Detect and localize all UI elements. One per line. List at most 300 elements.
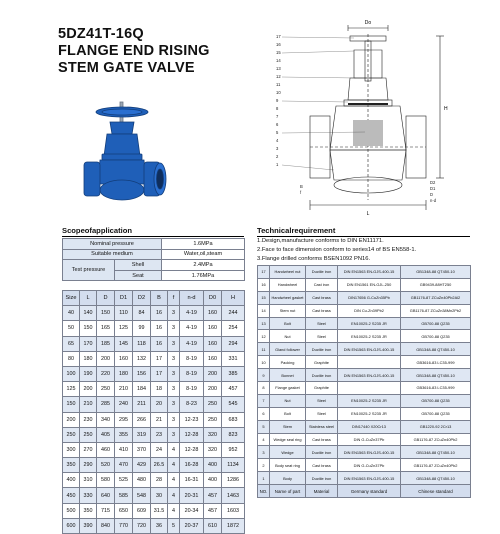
- dimensions-row: [63, 412, 245, 427]
- table-cell: 319: [133, 427, 151, 442]
- table-cell: 125: [63, 382, 80, 397]
- table-cell: 150: [97, 306, 115, 321]
- table-cell: 390: [80, 518, 97, 533]
- dimensions-row: [63, 382, 245, 397]
- table-cell: 185: [97, 336, 115, 351]
- table-cell: 640: [97, 488, 115, 503]
- parts-row: [258, 317, 471, 330]
- table-cell: 65: [63, 336, 80, 351]
- seat-value: 1.76MPa: [162, 270, 245, 281]
- dimensions-table: [62, 290, 245, 534]
- table-cell: 4-19: [180, 336, 204, 351]
- table-cell: Handwheel nut: [270, 266, 306, 279]
- table-cell: 400: [204, 473, 222, 488]
- dimensions-row: [63, 518, 245, 533]
- table-cell: 23: [151, 427, 168, 442]
- valve-sectional-drawing: [270, 20, 470, 220]
- table-cell: DIN EN1563 EN-GJS-400-15: [338, 369, 401, 382]
- table-cell: 3: [168, 306, 180, 321]
- table-cell: 450: [63, 488, 80, 503]
- table-cell: Bonnet: [270, 369, 306, 382]
- table-cell: 429: [133, 458, 151, 473]
- parts-table: [257, 265, 471, 498]
- table-cell: 500: [63, 503, 80, 518]
- table-cell: GB1348-88 QT450-10: [401, 369, 471, 382]
- parts-row: [258, 369, 471, 382]
- table-cell: 520: [97, 458, 115, 473]
- table-cell: D2: [133, 291, 151, 306]
- table-cell: Nut: [270, 394, 306, 407]
- table-cell: DIN EN1561 EN-GJL-250: [338, 278, 401, 291]
- table-cell: 952: [222, 442, 245, 457]
- drawing-nd-label: n-d: [430, 198, 437, 203]
- table-cell: Steel: [306, 394, 338, 407]
- table-cell: NO.: [258, 485, 270, 498]
- table-cell: 457: [204, 503, 222, 518]
- table-cell: 320: [204, 442, 222, 457]
- table-cell: 470: [115, 458, 133, 473]
- table-cell: H: [222, 291, 245, 306]
- parts-row: [258, 459, 471, 472]
- table-cell: 715: [97, 503, 115, 518]
- table-cell: GB1176-87 ZCuZn40Pb2Al2: [401, 291, 471, 304]
- callout-4: 4: [276, 138, 279, 143]
- drawing-d2-label: D2: [430, 180, 436, 185]
- table-cell: 400: [63, 473, 80, 488]
- table-cell: 84: [133, 306, 151, 321]
- table-cell: Handwheel gasket: [270, 291, 306, 304]
- table-cell: 350: [63, 458, 80, 473]
- table-cell: 457: [222, 382, 245, 397]
- table-cell: 480: [133, 473, 151, 488]
- table-cell: n-d: [180, 291, 204, 306]
- table-cell: Cast brass: [306, 459, 338, 472]
- parts-row: [258, 446, 471, 459]
- scope-heading-rule: [62, 236, 244, 237]
- technical-item: 3.Flange drilled conforms BSEN1092 PN16.: [257, 256, 371, 262]
- parts-row: [258, 407, 471, 420]
- table-cell: Ductile iron: [306, 446, 338, 459]
- table-cell: 7: [258, 394, 270, 407]
- table-cell: GB700-88 Q235: [401, 407, 471, 420]
- table-cell: 545: [222, 397, 245, 412]
- table-cell: 1872: [222, 518, 245, 533]
- title-line-1: 5DZ41T-16Q: [58, 26, 144, 42]
- table-cell: 210: [115, 382, 133, 397]
- table-cell: GB3616-83 LC35-999: [401, 382, 471, 395]
- parts-row: [258, 304, 471, 317]
- table-cell: 180: [80, 351, 97, 366]
- table-cell: 4: [168, 503, 180, 518]
- table-cell: 17: [258, 266, 270, 279]
- table-cell: 50: [63, 321, 80, 336]
- parts-row: [258, 472, 471, 485]
- table-cell: Bolt: [270, 407, 306, 420]
- parts-row: [258, 420, 471, 433]
- table-cell: Gland follower: [270, 343, 306, 356]
- table-cell: 18: [151, 382, 168, 397]
- table-cell: 4-19: [180, 321, 204, 336]
- table-cell: 100: [63, 366, 80, 381]
- table-cell: 385: [222, 366, 245, 381]
- table-cell: 10: [258, 356, 270, 369]
- table-cell: 125: [115, 321, 133, 336]
- table-cell: [338, 356, 401, 369]
- table-cell: 180: [115, 366, 133, 381]
- parts-row: [258, 330, 471, 343]
- table-cell: 250: [80, 427, 97, 442]
- table-cell: DIN G-CuZn37Pb: [338, 459, 401, 472]
- table-cell: GB700-88 Q235: [401, 317, 471, 330]
- parts-row: [258, 382, 471, 395]
- table-cell: 160: [115, 351, 133, 366]
- table-cell: 580: [97, 473, 115, 488]
- table-cell: 3: [168, 412, 180, 427]
- table-cell: 17: [151, 351, 168, 366]
- table-cell: 24: [151, 442, 168, 457]
- table-cell: Body seat ring: [270, 459, 306, 472]
- table-cell: 1134: [222, 458, 245, 473]
- parts-row: [258, 356, 471, 369]
- table-cell: Material: [306, 485, 338, 498]
- table-cell: 683: [222, 412, 245, 427]
- table-cell: 610: [204, 518, 222, 533]
- table-cell: GB1176-87 ZCuZn40Pb2: [401, 433, 471, 446]
- callout-10: 10: [276, 90, 281, 95]
- table-cell: 12-23: [180, 412, 204, 427]
- scope-table: [62, 238, 245, 281]
- dimensions-row: [63, 427, 245, 442]
- table-cell: 8-23: [180, 397, 204, 412]
- callout-5: 5: [276, 130, 279, 135]
- table-cell: Steel: [306, 330, 338, 343]
- table-cell: 8-19: [180, 382, 204, 397]
- technical-item: 2.Face to face dimension conform to series14 of BS EN558-1.: [257, 247, 417, 253]
- table-cell: DIN G-CuZn37Pb: [338, 433, 401, 446]
- table-cell: 20-37: [180, 518, 204, 533]
- table-cell: Flange gasket: [270, 382, 306, 395]
- table-cell: 16-31: [180, 473, 204, 488]
- table-cell: 2: [258, 459, 270, 472]
- shell-label: Shell: [115, 260, 162, 271]
- table-cell: 16: [151, 306, 168, 321]
- table-cell: 609: [133, 503, 151, 518]
- table-cell: Size: [63, 291, 80, 306]
- scope-heading: Scopeofapplication: [62, 226, 133, 235]
- table-cell: 17: [151, 366, 168, 381]
- table-cell: 28: [151, 473, 168, 488]
- table-cell: 8: [258, 382, 270, 395]
- table-cell: 3: [258, 446, 270, 459]
- table-cell: 150: [80, 321, 97, 336]
- table-cell: GB1348-88 QT450-10: [401, 472, 471, 485]
- table-cell: Germany standard: [338, 485, 401, 498]
- callout-6: 6: [276, 122, 279, 127]
- table-cell: 5: [168, 518, 180, 533]
- table-cell: Bolt: [270, 317, 306, 330]
- table-cell: Ductile iron: [306, 472, 338, 485]
- table-cell: Ductile iron: [306, 369, 338, 382]
- table-cell: 266: [133, 412, 151, 427]
- table-cell: L: [80, 291, 97, 306]
- table-cell: 290: [80, 458, 97, 473]
- table-cell: 270: [80, 442, 97, 457]
- table-cell: EN10025-2 S235 JR: [338, 330, 401, 343]
- table-cell: Steel: [306, 317, 338, 330]
- table-cell: 3: [168, 397, 180, 412]
- table-cell: 110: [115, 306, 133, 321]
- callout-16: 16: [276, 42, 281, 47]
- table-cell: 3: [168, 351, 180, 366]
- table-cell: 200: [63, 412, 80, 427]
- table-cell: 310: [80, 473, 97, 488]
- table-cell: 210: [80, 397, 97, 412]
- table-cell: 720: [133, 518, 151, 533]
- drawing-d1-label: D1: [430, 186, 436, 191]
- table-cell: DIN17656 G-CuZn35Pb: [338, 291, 401, 304]
- drawing-f-label: f: [300, 190, 302, 195]
- table-cell: Ductile iron: [306, 266, 338, 279]
- dimensions-row: [63, 473, 245, 488]
- dimensions-row: [63, 351, 245, 366]
- table-cell: 200: [80, 382, 97, 397]
- table-cell: 331: [222, 351, 245, 366]
- technical-item: 1.Design,manufacture conforms to DIN EN11171.: [257, 238, 384, 244]
- table-cell: GB1348-88 QT450-10: [401, 343, 471, 356]
- table-cell: 16: [151, 321, 168, 336]
- table-cell: D0: [204, 291, 222, 306]
- table-cell: D: [97, 291, 115, 306]
- parts-row: [258, 343, 471, 356]
- table-cell: 340: [97, 412, 115, 427]
- drawing-b-label: B: [300, 184, 303, 189]
- table-cell: f: [168, 291, 180, 306]
- technical-requirements-list: [257, 237, 416, 264]
- table-cell: DIN EN1563 EN-GJS-400-15: [338, 266, 401, 279]
- table-cell: 370: [133, 442, 151, 457]
- parts-footer-row: [258, 485, 471, 498]
- table-cell: 600: [63, 518, 80, 533]
- table-cell: D1: [115, 291, 133, 306]
- table-cell: 6: [258, 407, 270, 420]
- table-cell: Cast brass: [306, 291, 338, 304]
- table-cell: Wedge seal ring: [270, 433, 306, 446]
- callout-7: 7: [276, 114, 279, 119]
- table-cell: 320: [204, 427, 222, 442]
- drawing-h-label: H: [444, 106, 448, 112]
- table-cell: Wedge: [270, 446, 306, 459]
- table-cell: GB3616-83 LC35-999: [401, 356, 471, 369]
- table-cell: DIN17440 X20Cr13: [338, 420, 401, 433]
- table-cell: 16-28: [180, 458, 204, 473]
- nominal-pressure-value: 1.6MPa: [162, 239, 245, 250]
- test-pressure-label: Test pressure: [63, 260, 115, 281]
- table-cell: Cast iron: [306, 278, 338, 291]
- table-cell: 525: [115, 473, 133, 488]
- dimensions-row: [63, 306, 245, 321]
- table-cell: 36: [151, 518, 168, 533]
- drawing-d-label: D: [430, 192, 434, 197]
- table-cell: 14: [258, 304, 270, 317]
- table-cell: DIN Cu-Zn39Pb2: [338, 304, 401, 317]
- table-cell: 295: [115, 412, 133, 427]
- shell-value: 2.4MPa: [162, 260, 245, 271]
- table-cell: 80: [63, 351, 80, 366]
- table-cell: EN10025-2 S235 JR: [338, 317, 401, 330]
- table-cell: 250: [204, 397, 222, 412]
- table-cell: 160: [204, 306, 222, 321]
- parts-row: [258, 291, 471, 304]
- table-cell: 4: [168, 458, 180, 473]
- table-cell: GB1176-87 ZCuZn38Mn2Pb2: [401, 304, 471, 317]
- table-cell: Stem: [270, 420, 306, 433]
- callout-9: 9: [276, 98, 279, 103]
- table-cell: 31.5: [151, 503, 168, 518]
- table-cell: Stainless steel: [306, 420, 338, 433]
- parts-row: [258, 266, 471, 279]
- table-cell: 250: [204, 412, 222, 427]
- technical-heading: Technicalrequirement: [257, 226, 336, 235]
- dimensions-row: [63, 442, 245, 457]
- dimensions-row: [63, 336, 245, 351]
- table-cell: 350: [80, 503, 97, 518]
- title-line-2: FLANGE END RISING: [58, 43, 210, 59]
- table-cell: 16: [258, 278, 270, 291]
- callout-15: 15: [276, 50, 281, 55]
- title-line-3: STEM GATE VALVE: [58, 60, 195, 76]
- table-cell: Cast brass: [306, 304, 338, 317]
- table-cell: 20-34: [180, 503, 204, 518]
- table-cell: 160: [204, 351, 222, 366]
- table-cell: 170: [80, 336, 97, 351]
- table-cell: 5: [258, 420, 270, 433]
- table-cell: GB9439-88HT250: [401, 278, 471, 291]
- table-cell: 140: [80, 306, 97, 321]
- table-cell: GB700-88 Q235: [401, 394, 471, 407]
- dimensions-row: [63, 321, 245, 336]
- table-cell: [338, 382, 401, 395]
- table-cell: 300: [63, 442, 80, 457]
- table-cell: 156: [133, 366, 151, 381]
- callout-13: 13: [276, 66, 281, 71]
- table-cell: 650: [115, 503, 133, 518]
- drawing-l-label: L: [366, 211, 370, 217]
- table-cell: 190: [80, 366, 97, 381]
- table-cell: 20: [151, 397, 168, 412]
- table-cell: 1603: [222, 503, 245, 518]
- dimensions-row: [63, 397, 245, 412]
- table-cell: 12-28: [180, 427, 204, 442]
- dimensions-row: [63, 366, 245, 381]
- parts-row: [258, 278, 471, 291]
- table-cell: 840: [97, 518, 115, 533]
- suitable-medium-label: Suitable medium: [63, 249, 162, 260]
- callout-8: 8: [276, 106, 279, 111]
- table-cell: 457: [204, 488, 222, 503]
- table-cell: 8-19: [180, 351, 204, 366]
- table-cell: 3: [168, 321, 180, 336]
- table-cell: Ductile iron: [306, 343, 338, 356]
- parts-row: [258, 433, 471, 446]
- table-cell: 99: [133, 321, 151, 336]
- table-cell: 250: [63, 427, 80, 442]
- callout-12: 12: [276, 74, 281, 79]
- table-cell: DIN EN1563 EN-GJS-400-15: [338, 472, 401, 485]
- seat-label: Seat: [115, 270, 162, 281]
- table-cell: 405: [97, 427, 115, 442]
- table-cell: 770: [115, 518, 133, 533]
- callout-1: 1: [276, 162, 279, 167]
- table-cell: 3: [168, 336, 180, 351]
- table-cell: 21: [151, 412, 168, 427]
- valve-photo: [62, 100, 182, 210]
- table-cell: 400: [204, 458, 222, 473]
- table-cell: DIN EN1563 EN-GJS-400-15: [338, 446, 401, 459]
- dimensions-row: [63, 488, 245, 503]
- table-cell: 3: [168, 427, 180, 442]
- callout-14: 14: [276, 58, 281, 63]
- table-cell: EN10025-2 S235 JR: [338, 407, 401, 420]
- parts-row: [258, 394, 471, 407]
- table-cell: 250: [97, 382, 115, 397]
- suitable-medium-value: Water,oil,steam: [162, 249, 245, 260]
- table-cell: 3: [168, 382, 180, 397]
- table-cell: 9: [258, 369, 270, 382]
- table-cell: 15: [258, 291, 270, 304]
- table-cell: 4: [168, 473, 180, 488]
- dimensions-header-row: [63, 291, 245, 306]
- table-cell: 585: [115, 488, 133, 503]
- table-cell: 3: [168, 366, 180, 381]
- table-cell: 16: [151, 336, 168, 351]
- table-cell: GB1348-88 QT450-10: [401, 446, 471, 459]
- table-cell: 244: [222, 306, 245, 321]
- table-cell: 26.5: [151, 458, 168, 473]
- table-cell: Nut: [270, 330, 306, 343]
- table-cell: 165: [97, 321, 115, 336]
- table-cell: 240: [115, 397, 133, 412]
- table-cell: 11: [258, 343, 270, 356]
- table-cell: GB1348-88 QT450-10: [401, 266, 471, 279]
- dimensions-row: [63, 458, 245, 473]
- table-cell: 200: [204, 366, 222, 381]
- table-cell: 330: [80, 488, 97, 503]
- table-cell: GB1220-92 2Cr13: [401, 420, 471, 433]
- table-cell: 4: [168, 442, 180, 457]
- drawing-do-label: Do: [364, 20, 372, 26]
- table-cell: Name of part: [270, 485, 306, 498]
- table-cell: DIN EN1563 EN-GJS-400-15: [338, 343, 401, 356]
- table-cell: 30: [151, 488, 168, 503]
- callout-17: 17: [276, 34, 281, 39]
- callout-2: 2: [276, 154, 279, 159]
- table-cell: 13: [258, 317, 270, 330]
- table-cell: 200: [97, 351, 115, 366]
- table-cell: Body: [270, 472, 306, 485]
- table-cell: 1286: [222, 473, 245, 488]
- table-cell: 200: [204, 382, 222, 397]
- table-cell: EN10025-2 S235 JR: [338, 394, 401, 407]
- table-cell: 132: [133, 351, 151, 366]
- table-cell: Steel: [306, 407, 338, 420]
- table-cell: GB700-88 Q235: [401, 330, 471, 343]
- table-cell: 20-31: [180, 488, 204, 503]
- table-cell: 118: [133, 336, 151, 351]
- table-cell: 160: [204, 336, 222, 351]
- table-cell: 12: [258, 330, 270, 343]
- table-cell: 160: [204, 321, 222, 336]
- table-cell: Graphite: [306, 356, 338, 369]
